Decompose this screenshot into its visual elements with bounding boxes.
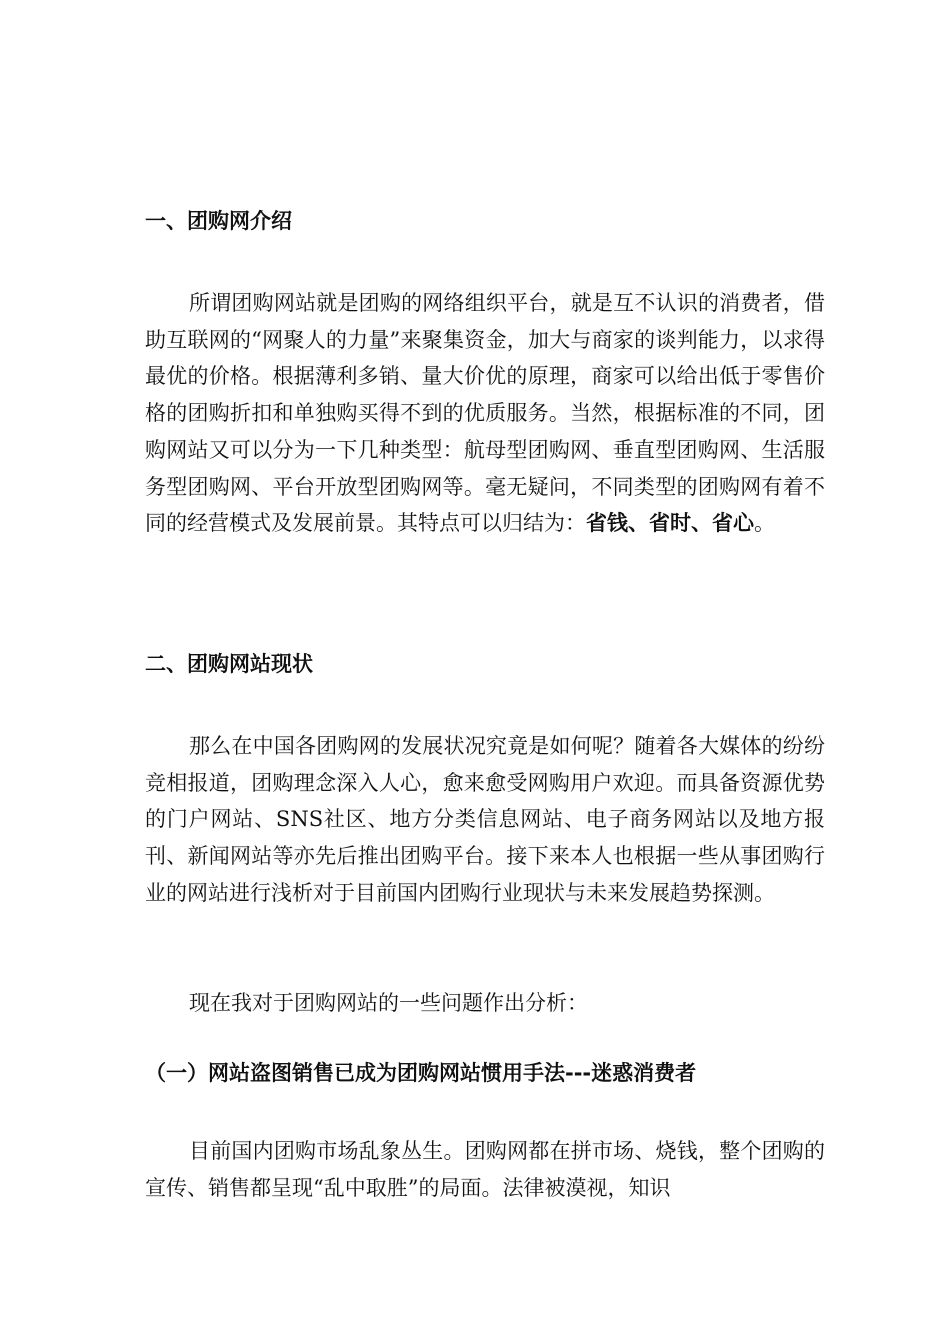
intro-text-end: 。 — [754, 511, 775, 536]
section-heading-intro: 一、团购网介绍 — [145, 209, 292, 233]
section-paragraph-status: 那么在中国各团购网的发展状况究竟是如何呢？随着各大媒体的纷纷竞相报道，团购理念深入人心，愈来愈受网购用户欢迎。而具备资源优势的门户网站、SNS社区、地方分类信息网站、电子商务网站以及地方报刊、新闻网站等亦先后推出团购平台。接下来本人也根据一些从事团购行业的网站进行浅析对于目前国内团购行业现状与未来发展趋势探测。 — [145, 734, 825, 905]
subsection-paragraph-image-theft: 目前国内团购市场乱象丛生。团购网都在拼市场、烧钱，整个团购的宣传、销售都呈现“乱中取胜”的局面。法律被漠视，知识 — [145, 1139, 825, 1200]
intro-bold-keywords: 省钱、省时、省心 — [586, 511, 754, 536]
subsection-heading-image-theft: （一）网站盗图销售已成为团购网站惯用手法---迷惑消费者 — [145, 1061, 697, 1085]
intro-text: 所谓团购网站就是团购的网络组织平台，就是互不认识的消费者，借助互联网的“网聚人的力量”来聚集资金，加大与商家的谈判能力，以求得最优的价格。根据薄利多销、量大价优的原理，商家可以给出低于零售价格的团购折扣和单独购买得不到的优质服务。当然，根据标准的不同，团购网站又可以分为一下几种类型：航母型团购网、垂直型团购网、生活服务型团购网、平台开放型团购网等。毫无疑问，不同类型的团购网有着不同的经营模式及发展前景。其特点可以归结为： — [145, 291, 825, 536]
section-heading-status: 二、团购网站现状 — [145, 652, 313, 676]
section-paragraph-intro — [145, 285, 825, 542]
analysis-intro-paragraph: 现在我对于团购网站的一些问题作出分析： — [189, 991, 588, 1015]
